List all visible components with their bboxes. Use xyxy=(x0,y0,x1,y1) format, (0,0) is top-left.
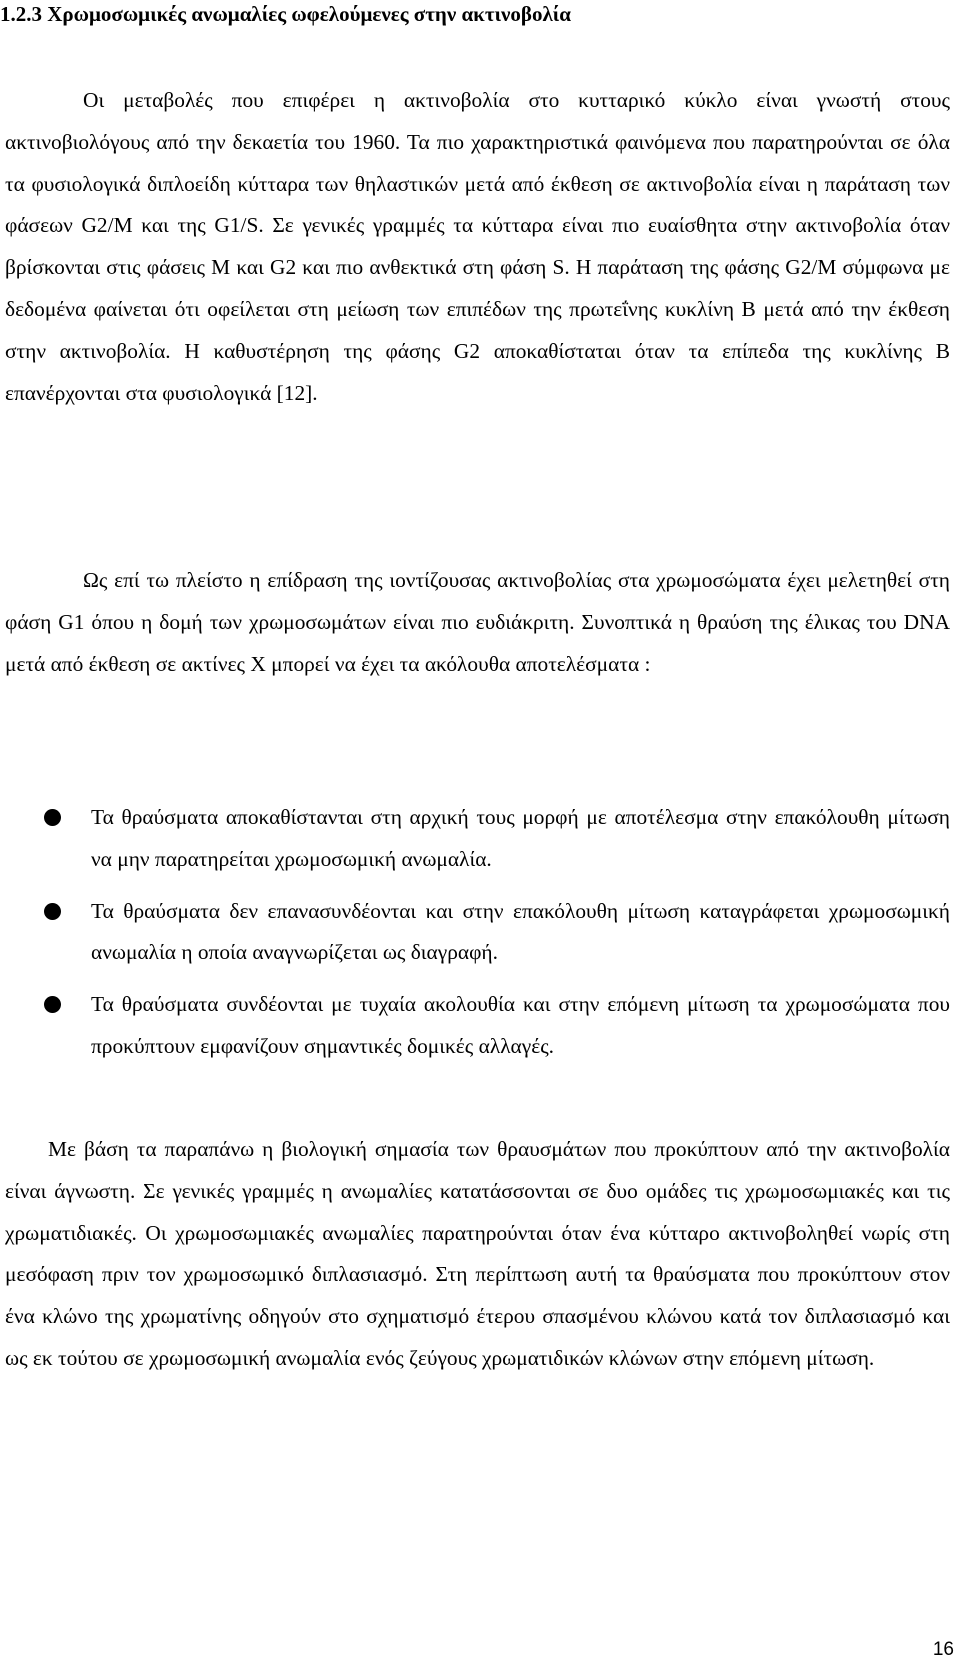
bullet-icon xyxy=(44,996,61,1013)
list-item xyxy=(0,797,950,881)
list-item xyxy=(0,984,950,1068)
bullet-text: Τα θραύσματα δεν επανασυνδέονται και στην επακόλουθη μίτωση καταγράφεται χρωμοσωμική ανωμαλία η οποία αναγνωρίζεται ως διαγραφή. xyxy=(91,898,950,965)
outcomes-bullet-list xyxy=(0,797,950,1078)
section-heading: 1.2.3 Χρωμοσωμικές ανωμαλίες ωφελούμενες στην ακτινοβολία xyxy=(0,2,572,26)
page-number: 16 xyxy=(932,1639,954,1660)
list-item xyxy=(0,891,950,975)
bullet-icon xyxy=(44,903,61,920)
paragraph-chromosome-effects: Ως επί τω πλείστο η επίδραση της ιοντίζουσας ακτινοβολίας στα χρωμοσώματα έχει μελετηθεί στη φάση G1 όπου η δομή των χρωμοσωμάτων είναι πιο ευδιάκριτη. Συνοπτικά η θραύση της έλικας του DNA μετά από έκθεση σε ακτίνες Χ μπορεί να έχει τα ακόλουθα αποτελέσματα : xyxy=(5,568,950,676)
bullet-text: Τα θραύσματα συνδέονται με τυχαία ακολουθία και στην επόμενη μίτωση τα χρωμοσώματα που προκύπτουν εμφανίζουν σημαντικές δομικές αλλαγές. xyxy=(91,992,950,1058)
bullet-text: Τα θραύσματα αποκαθίστανται στη αρχική τους μορφή με αποτέλεσμα στην επακόλουθη μίτωση να μην παρατηρείται χρωμοσωμική ανωμαλία. xyxy=(91,805,950,871)
paragraph-cell-cycle: Οι μεταβολές που επιφέρει η ακτινοβολία στο κυτταρικό κύκλο είναι γνωστή στους ακτινοβιολόγους από την δεκαετία του 1960. Τα πιο χαρακτηριστικά φαινόμενα που παρατηρούνται σε όλα τα φυσιολογικά διπλοείδη κύτταρα των θηλαστικών μετά από έκθεση σε ακτινοβολία είναι η παράταση των φάσεων G2/M και της G1/S. Σε γενικές γραμμές τα κύτταρα είναι πιο ευαίσθητα στην ακτινοβολία όταν βρίσκονται στις φάσεις Μ και G2 και πιο ανθεκτικά στη φάση S. Η παράταση της φάσης G2/M σύμφωνα με δεδομένα φαίνεται ότι οφείλεται στη μείωση των επιπέδων της πρωτεΐνης κυκλίνη Β μετά από την έκθεση στην ακτινοβολία. Η καθυστέρηση της φάσης G2 αποκαθίσταται όταν τα επίπεδα της κυκλίνης Β επανέρχονται στα φυσιολογικά [12]. xyxy=(5,88,950,405)
paragraph-biological-significance: Με βάση τα παραπάνω η βιολογική σημασία των θραυσμάτων που προκύπτουν από την ακτινοβολία είναι άγνωστη. Σε γενικές γραμμές η ανωμαλίες κατατάσσονται σε δυο ομάδες τις χρωμοσωμιακές και τις χρωματιδιακές. Οι χρωμοσωμιακές ανωμαλίες παρατηρούνται όταν ένα κύτταρο ακτινοβοληθεί νωρίς στη μεσόφαση πριν τον χρωμοσωμικό διπλασιασμό. Στη περίπτωση αυτή τα θραύσματα που προκύπτουν στον ένα κλώνο της χρωματίνης οδηγούν στο σχηματισμό έτερου σπασμένου κλώνου κατά τον διπλασιασμό και ως εκ τούτου σε χρωμοσωμική ανωμαλία ενός ζεύγους χρωματιδικών κλώνων στην επόμενη μίτωση. xyxy=(5,1137,950,1370)
bullet-icon xyxy=(44,809,61,826)
